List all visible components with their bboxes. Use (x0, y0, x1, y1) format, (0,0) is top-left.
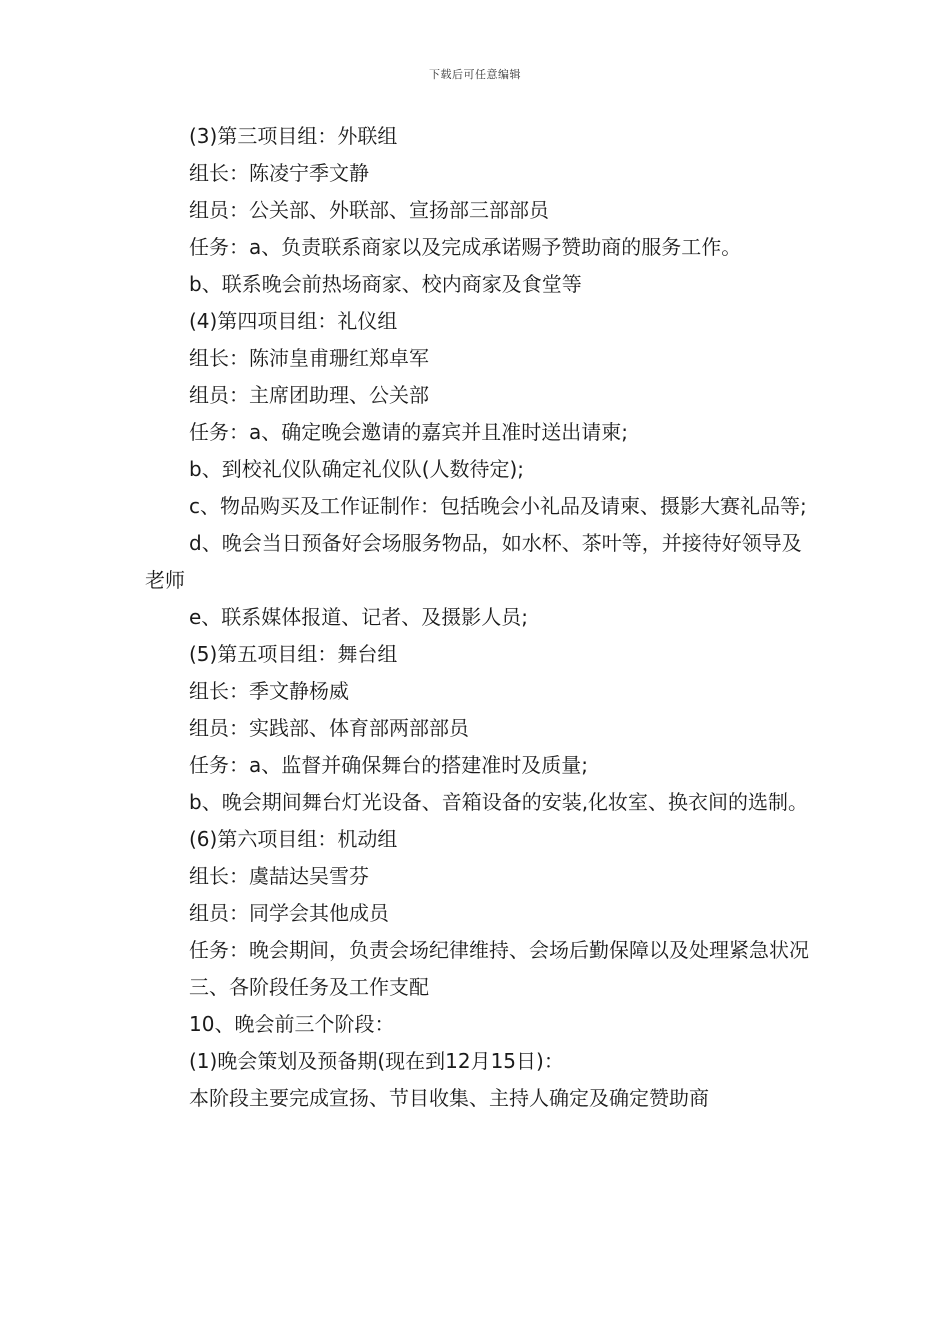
paragraph: 组员：主席团助理、公关部 (189, 383, 429, 407)
paragraph: 任务：晚会期间，负责会场纪律维持、会场后勤保障以及处理紧急状况 (189, 938, 809, 962)
paragraph: d、晚会当日预备好会场服务物品，如水杯、茶叶等，并接待好领导及老师 (145, 531, 802, 592)
paragraph: 组员：公关部、外联部、宣扬部三部部员 (189, 198, 549, 222)
paragraph: 组长：陈沛皇甫珊红郑卓军 (189, 346, 429, 370)
paragraph: 本阶段主要完成宣扬、节目收集、主持人确定及确定赞助商 (189, 1086, 709, 1110)
section-heading: 三、各阶段任务及工作支配 (189, 975, 429, 999)
paragraph: (5)第五项目组：舞台组 (189, 642, 398, 666)
paragraph: 10、晚会前三个阶段： (189, 1012, 395, 1036)
paragraph: (3)第三项目组：外联组 (189, 124, 398, 148)
paragraph: 任务：a、监督并确保舞台的搭建准时及质量; (189, 753, 588, 777)
paragraph: c、物品购买及工作证制作：包括晚会小礼品及请柬、摄影大赛礼品等; (189, 494, 807, 518)
paragraph: 任务：a、负责联系商家以及完成承诺赐予赞助商的服务工作。 (189, 235, 742, 259)
paragraph: 组长：陈凌宁季文静 (189, 161, 369, 185)
page-header: 下载后可任意编辑 (429, 68, 521, 81)
paragraph: 组员：同学会其他成员 (189, 901, 389, 925)
paragraph: 组员：实践部、体育部两部部员 (189, 716, 469, 740)
document-body (145, 118, 809, 1117)
paragraph: e、联系媒体报道、记者、及摄影人员; (189, 605, 529, 629)
paragraph: 任务：a、确定晚会邀请的嘉宾并且准时送出请柬; (189, 420, 628, 444)
paragraph: (1)晚会策划及预备期(现在到12月15日)： (189, 1049, 564, 1073)
paragraph: 组长：季文静杨威 (189, 679, 349, 703)
paragraph: (6)第六项目组：机动组 (189, 827, 398, 851)
paragraph: 组长：虞喆达吴雪芬 (189, 864, 369, 888)
paragraph: b、到校礼仪队确定礼仪队(人数待定); (189, 457, 525, 481)
paragraph: b、晚会期间舞台灯光设备、音箱设备的安装,化妆室、换衣间的选制。 (189, 790, 809, 814)
paragraph: (4)第四项目组：礼仪组 (189, 309, 398, 333)
paragraph: b、联系晚会前热场商家、校内商家及食堂等 (189, 272, 582, 296)
